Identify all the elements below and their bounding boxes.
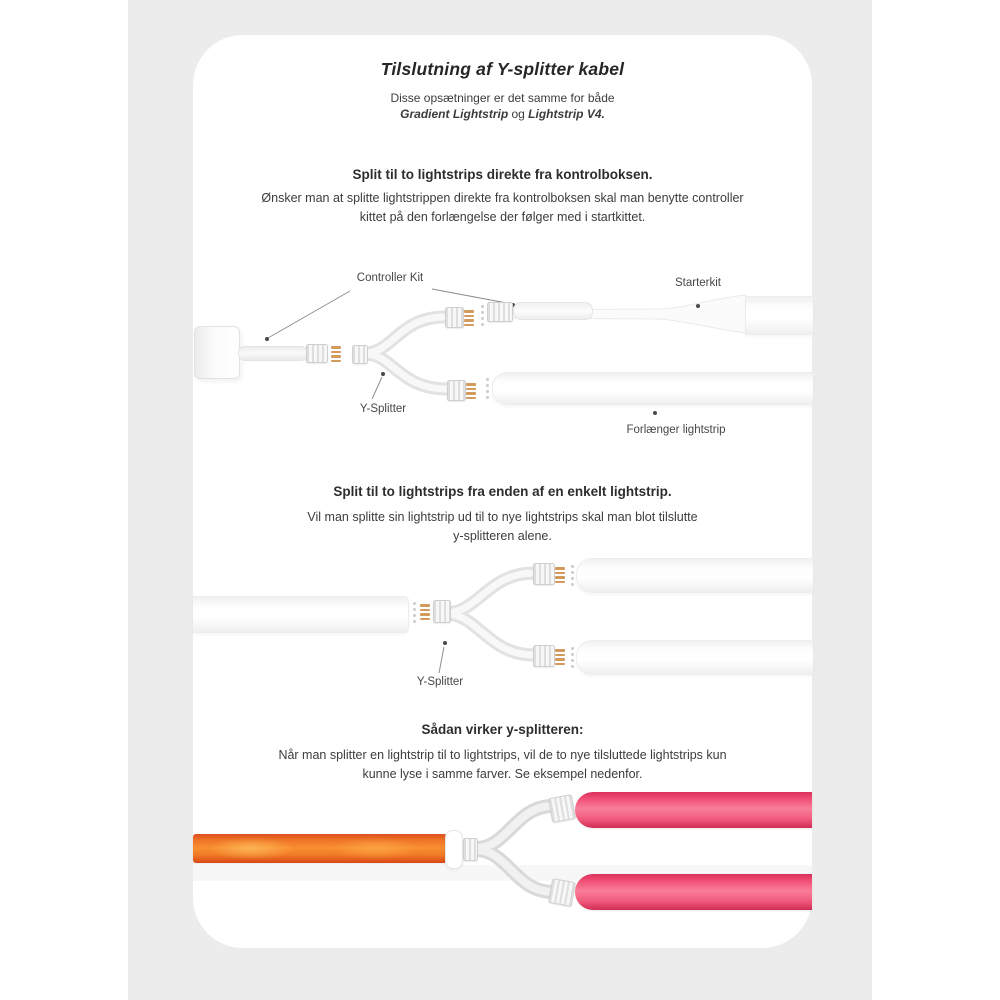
strip-contact-dots <box>413 602 416 623</box>
section2-body: Vil man splitte sin lightstrip ud til to nye lightstrips skal man blot tilslutte y-splitteren alene. <box>307 510 698 543</box>
connector-pins <box>331 346 341 362</box>
connector-pins <box>555 567 565 583</box>
label-y-splitter: Y-Splitter <box>416 676 464 688</box>
section3-heading: Sådan virker y-splitteren: <box>421 722 584 737</box>
strip-contact-dots <box>481 305 484 326</box>
connector <box>306 344 328 363</box>
connector <box>447 380 466 401</box>
orange-lightstrip <box>193 834 447 863</box>
subtitle-line-2 <box>193 107 812 121</box>
connector-pins <box>555 649 565 665</box>
connector <box>533 645 555 667</box>
section1-heading: Split til to lightstrips direkte fra kontrolboksen. <box>352 167 653 182</box>
starterkit-plug <box>513 302 593 320</box>
leader-line <box>439 647 444 673</box>
connector <box>548 794 576 823</box>
subtitle-product-2: Lightstrip V4. <box>528 107 605 121</box>
subtitle-product-1: Gradient Lightstrip <box>400 107 509 121</box>
label-starterkit: Starterkit <box>674 277 721 289</box>
leader-dot <box>443 641 447 645</box>
leader-line <box>268 291 350 338</box>
leader-dot <box>265 337 269 341</box>
label-y-splitter: Y-Splitter <box>359 403 407 415</box>
split-lightstrip-top <box>576 558 813 593</box>
diagram-split-from-controlbox <box>193 265 812 455</box>
diagram-color-example <box>193 780 812 920</box>
y-splitter-base-connector <box>463 838 478 861</box>
connector <box>445 307 464 328</box>
page-title: Tilslutning af Y-splitter kabel <box>380 59 625 79</box>
control-box <box>194 326 240 379</box>
controller-kit-cable <box>238 346 308 361</box>
connector-pins <box>466 383 476 399</box>
strip-end-cap <box>445 830 463 869</box>
split-lightstrip-bottom <box>576 640 813 675</box>
leader-line <box>372 377 382 399</box>
leader-dot <box>653 411 657 415</box>
extension-lightstrip <box>492 372 813 405</box>
connector <box>487 302 513 322</box>
diagram-split-from-strip-end <box>193 550 812 700</box>
section1-body: Ønsker man at splitte lightstrippen direkte fra kontrolboksen skal man benytte controller kittet på den forlængelse der følger med i startkittet. <box>261 191 744 224</box>
pink-lightstrip-top <box>575 792 812 828</box>
leader-dot <box>696 304 700 308</box>
y-splitter-base-connector <box>433 600 451 623</box>
connector <box>533 563 555 585</box>
y-splitter-base-connector <box>352 345 368 364</box>
subtitle-og: og <box>508 107 529 121</box>
strip-contact-dots <box>486 378 489 399</box>
connector-pins <box>464 310 474 326</box>
source-lightstrip <box>193 596 409 633</box>
subtitle-line-1: Disse opsætninger er det samme for både <box>390 91 615 105</box>
strip-contact-dots <box>571 647 574 668</box>
connector <box>548 878 576 907</box>
section2-heading: Split til to lightstrips fra enden af en enkelt lightstrip. <box>333 484 672 499</box>
label-extension-lightstrip: Forlænger lightstrip <box>626 424 726 436</box>
strip-contact-dots <box>571 565 574 586</box>
leader-dot <box>381 372 385 376</box>
pink-lightstrip-bottom <box>575 874 812 910</box>
label-controller-kit: Controller Kit <box>356 272 424 284</box>
instruction-card <box>193 35 812 948</box>
section3-body: Når man splitter en lightstrip til to lightstrips, vil de to nye tilsluttede lightstrips kun kunne lyse i samme farver. Se eksempel nedenfor. <box>278 748 727 781</box>
starterkit-lightstrip <box>745 296 813 335</box>
connector-pins <box>420 604 430 620</box>
